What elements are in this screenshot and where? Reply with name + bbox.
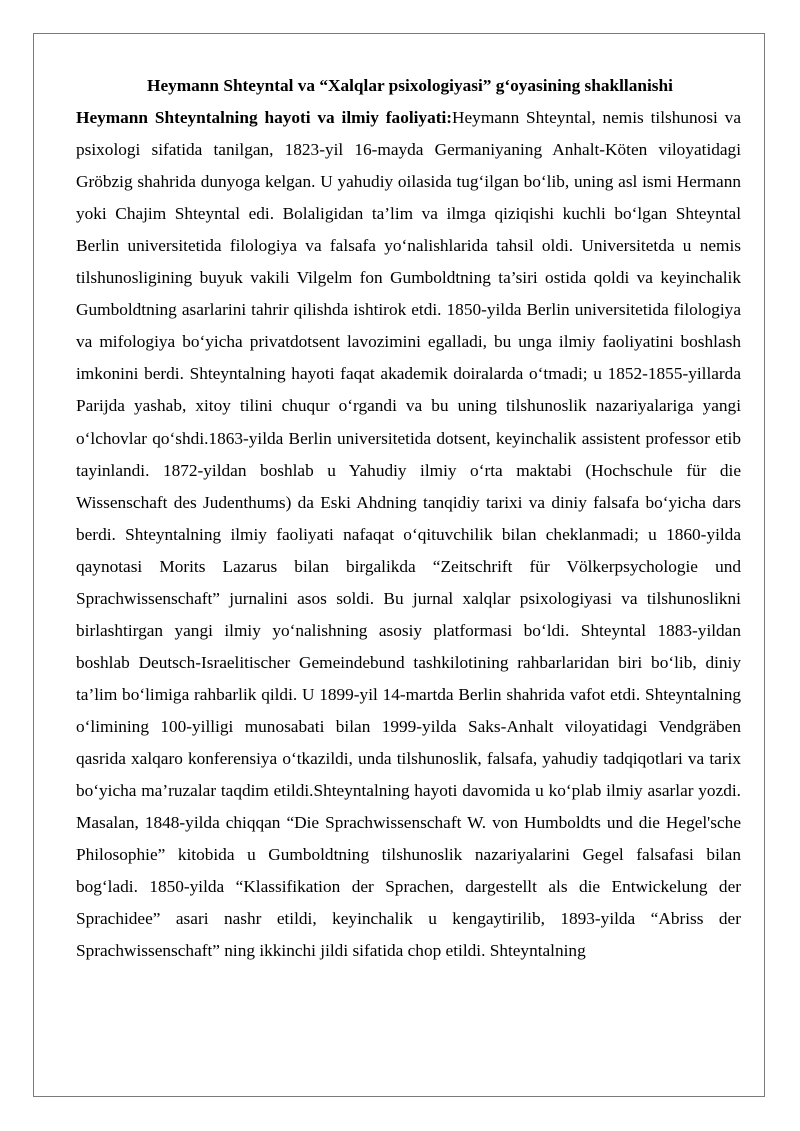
paragraph bbox=[76, 102, 741, 967]
document-title: Heymann Shteyntal va “Xalqlar psixologiyasi” g‘oyasining shakllanishi bbox=[147, 76, 673, 95]
section-heading: Heymann Shteyntalning hayoti va ilmiy faoliyati: bbox=[76, 108, 453, 128]
paragraph-text: Heymann Shteyntal, nemis tilshunosi va psixologi sifatida tanilgan, 1823-yil 16-mayda Germaniyaning Anhalt-Köten viloyatidagi Gröbzig shahrida dunyoga kelgan. U yahudiy oilasida tug‘ilgan bo‘lib, uning asl ismi Hermann yoki Chajim Shteyntal edi. Bolaligidan ta’lim va ilmga qiziqishi kuchli bo‘lgan Shteyntal Berlin universitetida filologiya va falsafa yo‘nalishlarida tahsil oldi. Universitetda u nemis tilshunosligining buyuk vakili Vilgelm fon Gumboldtning ta’siri ostida qoldi va keyinchalik Gumboldtning asarlarini tahrir qilishda ishtirok etdi. 1850-yilda Berlin universitetida filologiya va mifologiya bo‘yicha privatdotsent lavozimini egalladi, bu unga ilmiy faoliyatini boshlash imkonini berdi. Shteyntalning hayoti faqat akademik doiralarda o‘tmadi; u 1852-1855-yillarda Parijda yashab, xitoy tilini chuqur o‘rgandi va bu uning tilshunoslik nazariyalariga yangi o‘lchovlar qo‘shdi.1863-yilda Berlin universitetida dotsent, keyinchalik assistent professor etib tayinlandi. 1872-yildan boshlab u Yahudiy ilmiy o‘rta maktabi (Hochschule für die Wissenschaft des Judenthums) da Eski Ahdning tanqidiy tarixi va diniy falsafa bo‘yicha dars berdi. Shteyntalning ilmiy faoliyati nafaqat o‘qituvchilik bilan cheklanmadi; u 1860-yilda qaynotasi Morits Lazarus bilan birgalikda “Zeitschrift für Völkerpsychologie und Sprachwissenschaft” jurnalini asos soldi. Bu jurnal xalqlar psixologiyasi va tilshunoslikni birlashtirgan yangi ilmiy yo‘nalishning asosiy platformasi bo‘ldi. Shteyntal 1883-yildan boshlab Deutsch-Israelitischer Gemeindebund tashkilotining rahbarlaridan biri bo‘lib, diniy ta’lim bo‘limiga rahbarlik qildi. U 1899-yil 14-martda Berlin shahrida vafot etdi. Shteyntalning o‘limining 100-yilligi munosabati bilan 1999-yilda Saks-Anhalt viloyatidagi Vendgräben qasrida xalqaro konferensiya o‘tkazildi, unda tilshunoslik, falsafa, yahudiy tadqiqotlari va tarix bo‘yicha ma’ruzalar taqdim etildi.Shteyntalning hayoti davomida u ko‘plab ilmiy asarlar yozdi. Masalan, 1848-yilda chiqqan “Die Sprachwissenschaft W. von Humboldts und die Hegel'sche Philosophie” kitobida u Gumboldtning tilshunoslik nazariyalarini Gegel falsafasi bilan bog‘ladi. 1850-yilda “Klassifikation der Sprachen, dargestellt als die Entwickelung der Sprachidee” asari nashr etildi, keyinchalik u kengaytirilib, 1893-yilda “Abriss der Sprachwissenschaft” ning ikkinchi jildi sifatida chop etildi. Shteyntalning bbox=[76, 108, 741, 961]
document-body bbox=[76, 70, 741, 967]
